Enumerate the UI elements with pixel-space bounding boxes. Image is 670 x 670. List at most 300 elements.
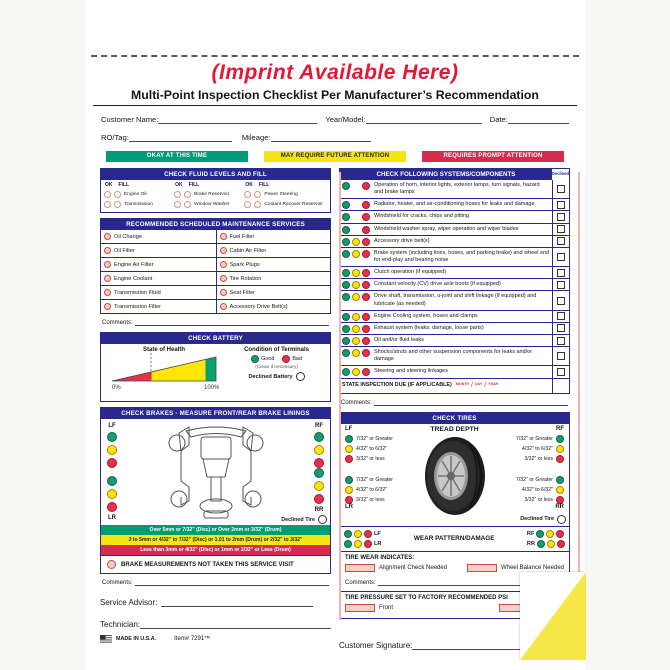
system-label: Drive shaft, transmission, u-joint and shift linkage (if equipped) and lubricate (as needed) bbox=[374, 293, 537, 307]
technician-label: Technician: bbox=[100, 620, 141, 629]
declined-checkbox[interactable] bbox=[557, 281, 565, 289]
terminals-good-circle[interactable] bbox=[251, 355, 259, 363]
yellow-circle[interactable] bbox=[352, 293, 360, 301]
inspection-form-sheet bbox=[85, 0, 585, 670]
maintenance-item bbox=[101, 285, 216, 299]
declined-checkbox[interactable] bbox=[557, 368, 565, 376]
green-circle[interactable] bbox=[342, 313, 350, 321]
declined-checkbox[interactable] bbox=[557, 253, 565, 261]
lr-yellow[interactable] bbox=[345, 486, 353, 494]
system-label: Steering and steering linkages bbox=[374, 368, 448, 375]
battery-section bbox=[100, 332, 331, 402]
system-label: Windshield for cracks, chips and pitting bbox=[374, 213, 470, 220]
ro-tag-label: RO/Tag: bbox=[101, 133, 129, 142]
battery-section-title: CHECK BATTERY bbox=[101, 333, 330, 344]
item-number: Item# 7291™ bbox=[174, 636, 211, 642]
fill-header: FILL bbox=[118, 182, 130, 188]
wear-lr-yellow[interactable] bbox=[354, 540, 362, 548]
system-label: Windshield washer spray, wiper operation and wiper blades bbox=[374, 225, 519, 232]
comments-field[interactable] bbox=[135, 319, 329, 326]
usa-flag-icon bbox=[100, 635, 112, 643]
red-circle[interactable] bbox=[362, 281, 370, 289]
maintenance-section bbox=[100, 218, 331, 314]
front-label: Front bbox=[379, 604, 394, 611]
system-row bbox=[340, 322, 569, 334]
service-label: Accessory Drive Belt(s) bbox=[229, 303, 288, 310]
green-circle[interactable] bbox=[342, 368, 350, 376]
state-inspection-label: STATE INSPECTION DUE (IF APPLICABLE) bbox=[342, 381, 452, 388]
brake-lf-group bbox=[107, 423, 117, 468]
depth-option-label: 7/32" or Greater bbox=[515, 476, 553, 483]
red-circle[interactable] bbox=[362, 226, 370, 234]
not-taken-circle[interactable] bbox=[107, 560, 116, 569]
maintenance-comments bbox=[102, 319, 329, 326]
maintenance-item bbox=[101, 230, 216, 243]
year-model-field[interactable] bbox=[366, 116, 482, 124]
wear-lf-label: LF bbox=[374, 530, 381, 537]
wear-pattern-row bbox=[340, 526, 569, 551]
declined-checkbox[interactable] bbox=[557, 201, 565, 209]
depth-option-label: 3/32" or less bbox=[356, 455, 385, 462]
comments-label: Comments: bbox=[345, 579, 376, 586]
system-label: Engine Cooling system, hoses and clamps bbox=[374, 312, 478, 319]
declined-checkbox[interactable] bbox=[557, 213, 565, 221]
ok-circle[interactable] bbox=[174, 191, 181, 198]
declined-tire-label: Declined Tire bbox=[520, 516, 554, 523]
red-circle[interactable] bbox=[362, 238, 370, 246]
system-label: Brake system (including lines, hoses, and parking brake) and wheel end for end-play and bearing noise bbox=[374, 249, 550, 263]
wear-lr-green[interactable] bbox=[344, 540, 352, 548]
yellow-circle[interactable] bbox=[352, 349, 360, 357]
footer-left bbox=[100, 598, 331, 643]
spacer bbox=[352, 226, 360, 234]
green-circle[interactable] bbox=[342, 269, 350, 277]
tire-rf-options bbox=[516, 433, 564, 463]
perforation-dashed-line bbox=[91, 55, 579, 57]
service-label: Cabin Air Filter bbox=[229, 247, 267, 254]
service-advisor-label: Service Advisor: bbox=[100, 598, 158, 607]
depth-option-label: 3/32" or less bbox=[524, 496, 553, 503]
ok-circle[interactable] bbox=[174, 201, 181, 208]
not-taken-label: BRAKE MEASUREMENTS NOT TAKEN THIS SERVICE VISIT bbox=[121, 561, 294, 568]
fluids-section bbox=[100, 168, 331, 213]
declined-checkbox[interactable] bbox=[557, 297, 565, 305]
red-circle[interactable] bbox=[362, 182, 370, 190]
declined-checkbox[interactable] bbox=[557, 269, 565, 277]
rr-red[interactable] bbox=[314, 494, 324, 504]
lr-yellow[interactable] bbox=[107, 489, 117, 499]
red-circle[interactable] bbox=[362, 337, 370, 345]
alignment-check-box[interactable] bbox=[345, 564, 375, 572]
declined-tire-circle[interactable] bbox=[557, 515, 566, 524]
gauge-max-label: 100% bbox=[204, 385, 220, 391]
declined-tire-label: Declined Tire bbox=[281, 516, 315, 523]
declined-battery-circle[interactable] bbox=[296, 372, 305, 381]
service-label: Fuel Filter bbox=[229, 233, 255, 240]
system-row bbox=[340, 198, 569, 210]
wear-rr-green[interactable] bbox=[537, 540, 545, 548]
green-circle[interactable] bbox=[342, 325, 350, 333]
green-circle[interactable] bbox=[342, 349, 350, 357]
declined-checkbox[interactable] bbox=[557, 312, 565, 320]
wear-lr-red[interactable] bbox=[364, 540, 372, 548]
system-label: Oil and/or fluid leaks bbox=[374, 336, 424, 343]
systems-section bbox=[339, 168, 570, 394]
brake-rf-group bbox=[314, 423, 324, 468]
depth-option-label: 3/32" or less bbox=[356, 496, 385, 503]
year-label: YEAR bbox=[488, 381, 499, 386]
service-label: Transmission Fluid bbox=[114, 289, 161, 296]
tire-wear-indicates-title: TIRE WEAR INDICATES: bbox=[345, 554, 415, 561]
spacer bbox=[352, 201, 360, 209]
yellow-circle[interactable] bbox=[352, 238, 360, 246]
service-circle[interactable] bbox=[104, 233, 111, 240]
brake-band-red: Less than 3mm or 4/32" (Disc) or 1mm or 2/32" or Less (Drum) bbox=[101, 545, 330, 555]
system-label: Constant velocity (CV) drive axle boots (if equipped) bbox=[374, 281, 501, 288]
service-label: Tire Rotation bbox=[229, 275, 262, 282]
comments-field[interactable] bbox=[374, 399, 568, 406]
legend-okay: OKAY AT THIS TIME bbox=[106, 151, 248, 162]
depth-option-label: 7/32" or Greater bbox=[515, 435, 553, 442]
systems-section-title: CHECK FOLLOWING SYSTEMS/COMPONENTS bbox=[340, 169, 552, 180]
header-fields bbox=[101, 115, 569, 142]
wheel-balance-box[interactable] bbox=[467, 564, 497, 572]
lr-label: LR bbox=[108, 515, 116, 521]
service-circle[interactable] bbox=[220, 289, 227, 296]
red-circle[interactable] bbox=[362, 313, 370, 321]
rr-red[interactable] bbox=[556, 496, 564, 504]
lr-red[interactable] bbox=[345, 496, 353, 504]
wear-pattern-title: WEAR PATTERN/DAMAGE bbox=[413, 535, 495, 543]
red-circle[interactable] bbox=[362, 325, 370, 333]
system-row bbox=[340, 210, 569, 222]
maintenance-item bbox=[101, 257, 216, 271]
declined-checkbox[interactable] bbox=[557, 337, 565, 345]
front-psi-box[interactable] bbox=[345, 604, 375, 612]
yellow-circle[interactable] bbox=[352, 325, 360, 333]
right-edge-rule bbox=[578, 172, 580, 620]
service-circle[interactable] bbox=[220, 233, 227, 240]
terminals-bad-circle[interactable] bbox=[282, 355, 290, 363]
comments-label: Comments: bbox=[341, 399, 372, 406]
declined-tire-brakes bbox=[281, 515, 327, 524]
page-curl bbox=[520, 572, 586, 660]
system-row bbox=[340, 247, 569, 266]
wear-rf-yellow[interactable] bbox=[546, 530, 554, 538]
service-circle[interactable] bbox=[104, 261, 111, 268]
day-label: DAY bbox=[474, 381, 483, 386]
ok-header: OK bbox=[105, 182, 113, 188]
service-label: Engine Coolant bbox=[114, 275, 153, 282]
yellow-circle[interactable] bbox=[352, 368, 360, 376]
maintenance-item bbox=[101, 271, 216, 285]
status-legend bbox=[106, 151, 564, 162]
system-label: Radiator, heater, and air-conditioning hoses for leaks and damage bbox=[374, 201, 535, 208]
red-circle[interactable] bbox=[362, 213, 370, 221]
ro-tag-field[interactable] bbox=[129, 134, 232, 142]
wear-lf-red[interactable] bbox=[364, 530, 372, 538]
yellow-circle[interactable] bbox=[352, 313, 360, 321]
ok-header: OK bbox=[245, 182, 253, 188]
lf-yellow[interactable] bbox=[345, 445, 353, 453]
legend-prompt-attention: REQUIRES PROMPT ATTENTION bbox=[422, 151, 564, 162]
yellow-circle[interactable] bbox=[352, 337, 360, 345]
depth-option-label: 4/32" to 6/32" bbox=[521, 486, 553, 493]
tire-rf-label: RF bbox=[556, 425, 564, 432]
red-circle[interactable] bbox=[362, 269, 370, 277]
customer-name-field[interactable] bbox=[158, 116, 317, 124]
brake-rr-group bbox=[314, 468, 324, 513]
system-row bbox=[340, 365, 569, 377]
lr-green[interactable] bbox=[345, 476, 353, 484]
brakes-comments bbox=[102, 579, 329, 586]
mileage-field[interactable] bbox=[271, 134, 371, 142]
system-label: Clutch operation (if equipped) bbox=[374, 269, 447, 276]
brakes-section-title: CHECK BRAKES - MEASURE FRONT/REAR BRAKE LININGS bbox=[101, 408, 330, 419]
legend-future-attention: MAY REQUIRE FUTURE ATTENTION bbox=[264, 151, 406, 162]
rr-yellow[interactable] bbox=[314, 481, 324, 491]
service-circle[interactable] bbox=[104, 247, 111, 254]
service-label: Transmission Filter bbox=[114, 303, 162, 310]
service-circle[interactable] bbox=[104, 303, 111, 310]
lf-label: LF bbox=[108, 423, 116, 429]
drivetrain-diagram bbox=[141, 421, 291, 521]
tire-pressure-title: TIRE PRESSURE SET TO FACTORY RECOMMENDED PSI bbox=[345, 594, 508, 601]
fluid-item bbox=[104, 191, 170, 198]
tire-lf-options bbox=[345, 433, 393, 463]
systems-comments bbox=[341, 399, 568, 406]
maintenance-item bbox=[216, 271, 331, 285]
declined-tire-circle[interactable] bbox=[318, 515, 327, 524]
fluid-item bbox=[244, 191, 327, 198]
technician-field[interactable] bbox=[140, 620, 331, 629]
system-row bbox=[340, 266, 569, 278]
green-circle[interactable] bbox=[342, 250, 350, 258]
fill-circle[interactable] bbox=[114, 191, 121, 198]
gauge-min-label: 0% bbox=[112, 385, 121, 391]
declined-checkbox[interactable] bbox=[557, 324, 565, 332]
brake-lr-group bbox=[107, 476, 117, 521]
bad-label: Bad bbox=[292, 356, 302, 362]
lr-green[interactable] bbox=[107, 476, 117, 486]
imprint-area-text: (Imprint Available Here) bbox=[211, 61, 459, 84]
good-label: Good bbox=[261, 356, 275, 362]
ok-circle[interactable] bbox=[244, 191, 251, 198]
fluid-label: Brake Reservoir bbox=[194, 192, 230, 197]
mileage-label: Mileage: bbox=[241, 133, 271, 142]
system-row bbox=[340, 310, 569, 322]
tire-lr-label: LR bbox=[345, 503, 353, 510]
lf-green[interactable] bbox=[345, 435, 353, 443]
comments-label: Comments: bbox=[102, 580, 133, 586]
fluid-item bbox=[174, 191, 240, 198]
service-label: Oil Change bbox=[114, 233, 142, 240]
terminals-label: Condition of Terminals bbox=[244, 347, 309, 353]
wheel-balance-label: Wheel Balance Needed bbox=[500, 564, 564, 571]
yellow-circle[interactable] bbox=[352, 281, 360, 289]
date-field[interactable] bbox=[508, 116, 569, 124]
made-in-usa-label: MADE IN U.S.A. bbox=[116, 636, 157, 642]
clean-note: (Clean if necessary) bbox=[255, 365, 298, 370]
wear-lr-label: LR bbox=[374, 540, 382, 547]
declined-checkbox[interactable] bbox=[557, 352, 565, 360]
fill-circle[interactable] bbox=[184, 191, 191, 198]
rf-yellow[interactable] bbox=[556, 445, 564, 453]
tire-lf-label: LF bbox=[345, 425, 353, 432]
depth-option-label: 4/32" to 6/32" bbox=[356, 445, 388, 452]
rf-green[interactable] bbox=[556, 435, 564, 443]
red-circle[interactable] bbox=[362, 368, 370, 376]
tire-rr-options bbox=[516, 474, 564, 510]
green-circle[interactable] bbox=[342, 293, 350, 301]
rr-green[interactable] bbox=[556, 476, 564, 484]
rf-label: RF bbox=[315, 423, 323, 429]
state-of-health-label: State of Health bbox=[143, 347, 186, 353]
system-row bbox=[340, 180, 569, 198]
service-circle[interactable] bbox=[220, 261, 227, 268]
tire-rr-label: RR bbox=[555, 503, 564, 510]
lf-green[interactable] bbox=[107, 432, 117, 442]
system-label: Shocks/struts and other suspension components for leaks and/or damage bbox=[374, 349, 533, 363]
service-circle[interactable] bbox=[104, 275, 111, 282]
fluid-label: Power Steering bbox=[264, 192, 298, 197]
ok-circle[interactable] bbox=[104, 191, 111, 198]
declined-column-header: Declined bbox=[552, 171, 570, 176]
service-circle[interactable] bbox=[104, 289, 111, 296]
rf-green[interactable] bbox=[314, 432, 324, 442]
service-advisor-field[interactable] bbox=[161, 598, 313, 607]
fluid-label: Window Washer bbox=[194, 202, 230, 207]
form-title: Multi-Point Inspection Checklist Per Manufacturer’s Recommendation bbox=[93, 88, 577, 106]
fill-header: FILL bbox=[258, 182, 270, 188]
green-circle[interactable] bbox=[342, 281, 350, 289]
rr-yellow[interactable] bbox=[556, 486, 564, 494]
depth-option-label: 4/32" to 6/32" bbox=[356, 486, 388, 493]
lr-red[interactable] bbox=[107, 502, 117, 512]
green-circle[interactable] bbox=[342, 337, 350, 345]
system-label: Accessory drive belt(s) bbox=[374, 237, 430, 244]
service-circle[interactable] bbox=[220, 303, 227, 310]
rf-red[interactable] bbox=[556, 455, 564, 463]
maintenance-item bbox=[216, 299, 331, 313]
fill-circle[interactable] bbox=[254, 191, 261, 198]
wear-rr-label: RR bbox=[526, 540, 535, 547]
system-label: Exhaust system (leaks, damage, loose parts) bbox=[374, 324, 484, 331]
system-row bbox=[340, 278, 569, 290]
fluid-label: Coolant Recover Reservoir bbox=[264, 202, 324, 207]
service-label: Engine Air Filter bbox=[114, 261, 154, 268]
fluid-item bbox=[104, 201, 170, 208]
fluid-label: Transmission bbox=[124, 202, 153, 207]
wear-rf-red[interactable] bbox=[556, 530, 564, 538]
state-inspection-row bbox=[340, 378, 569, 393]
wear-rr-yellow[interactable] bbox=[547, 540, 555, 548]
rr-green[interactable] bbox=[314, 468, 324, 478]
wear-rr-red[interactable] bbox=[557, 540, 565, 548]
rf-yellow[interactable] bbox=[314, 445, 324, 455]
red-circle[interactable] bbox=[362, 250, 370, 258]
wear-lf-yellow[interactable] bbox=[354, 530, 362, 538]
rf-red[interactable] bbox=[314, 458, 324, 468]
wear-rf-label: RF bbox=[526, 530, 535, 537]
maintenance-item bbox=[101, 243, 216, 257]
customer-name-label: Customer Name: bbox=[101, 115, 159, 124]
green-circle[interactable] bbox=[342, 213, 350, 221]
declined-checkbox[interactable] bbox=[557, 237, 565, 245]
maintenance-item bbox=[101, 299, 216, 313]
declined-tire-tires bbox=[520, 515, 566, 524]
red-circle[interactable] bbox=[362, 201, 370, 209]
declined-checkbox[interactable] bbox=[557, 185, 565, 193]
year-model-label: Year/Model: bbox=[325, 115, 366, 124]
customer-signature-label: Customer Signature: bbox=[339, 640, 413, 650]
lf-red[interactable] bbox=[107, 458, 117, 468]
maintenance-item bbox=[216, 257, 331, 271]
fluid-item bbox=[174, 201, 240, 208]
system-row bbox=[340, 223, 569, 235]
tires-section-title: CHECK TIRES bbox=[340, 413, 569, 424]
service-circle[interactable] bbox=[220, 275, 227, 282]
brake-band-green: Over 5mm or 7/32" (Disc) or Over 2mm or 3/32" (Drum) bbox=[101, 525, 330, 535]
declined-battery-label: Declined Battery bbox=[248, 373, 293, 380]
fluid-label: Engine Oil bbox=[124, 192, 147, 197]
tire-lr-options bbox=[345, 474, 393, 510]
green-circle[interactable] bbox=[342, 238, 350, 246]
ok-circle[interactable] bbox=[104, 201, 111, 208]
battery-health-gauge[interactable] bbox=[109, 353, 219, 391]
yellow-circle[interactable] bbox=[352, 269, 360, 277]
maintenance-section-title: RECOMMENDED SCHEDULED MAINTENANCE SERVICES bbox=[101, 219, 330, 230]
rr-label: RR bbox=[314, 507, 324, 513]
green-circle[interactable] bbox=[342, 182, 350, 190]
left-column bbox=[100, 168, 331, 650]
system-row bbox=[340, 290, 569, 309]
wear-rf-green[interactable] bbox=[536, 530, 544, 538]
green-circle[interactable] bbox=[342, 201, 350, 209]
brake-band-yellow: 3 to 5mm or 4/32" to 7/32" (Disc) or 1.01 to 2mm (Drum) or 2/32" to 3/32" bbox=[101, 535, 330, 545]
ok-header: OK bbox=[175, 182, 183, 188]
green-circle[interactable] bbox=[342, 226, 350, 234]
fill-circle[interactable] bbox=[254, 201, 261, 208]
wear-lf-green[interactable] bbox=[344, 530, 352, 538]
alignment-check-label: Alignment Check Needed bbox=[379, 564, 448, 571]
depth-option-label: 7/32" or Greater bbox=[356, 476, 394, 483]
service-circle[interactable] bbox=[220, 247, 227, 254]
fill-circle[interactable] bbox=[184, 201, 191, 208]
red-circle[interactable] bbox=[362, 293, 370, 301]
service-label: Spark Plugs bbox=[229, 261, 260, 268]
state-inspection-date[interactable]: MONTH / DAY / YEAR bbox=[455, 381, 499, 389]
declined-checkbox[interactable] bbox=[557, 225, 565, 233]
system-row bbox=[340, 235, 569, 247]
comments-field[interactable] bbox=[135, 579, 329, 586]
depth-option-label: 7/32" or Greater bbox=[356, 435, 394, 442]
red-circle[interactable] bbox=[362, 349, 370, 357]
maintenance-item bbox=[216, 243, 331, 257]
month-label: MONTH bbox=[455, 381, 469, 386]
service-label: Oil Filter bbox=[114, 247, 135, 254]
lf-yellow[interactable] bbox=[107, 445, 117, 455]
lf-red[interactable] bbox=[345, 455, 353, 463]
ok-circle[interactable] bbox=[244, 201, 251, 208]
fill-circle[interactable] bbox=[114, 201, 121, 208]
maintenance-item bbox=[216, 230, 331, 243]
tread-depth-title: TREAD DEPTH bbox=[430, 425, 479, 433]
column-divider-rule bbox=[339, 172, 341, 620]
brakes-section bbox=[100, 407, 331, 574]
system-row bbox=[340, 334, 569, 346]
yellow-circle[interactable] bbox=[352, 250, 360, 258]
